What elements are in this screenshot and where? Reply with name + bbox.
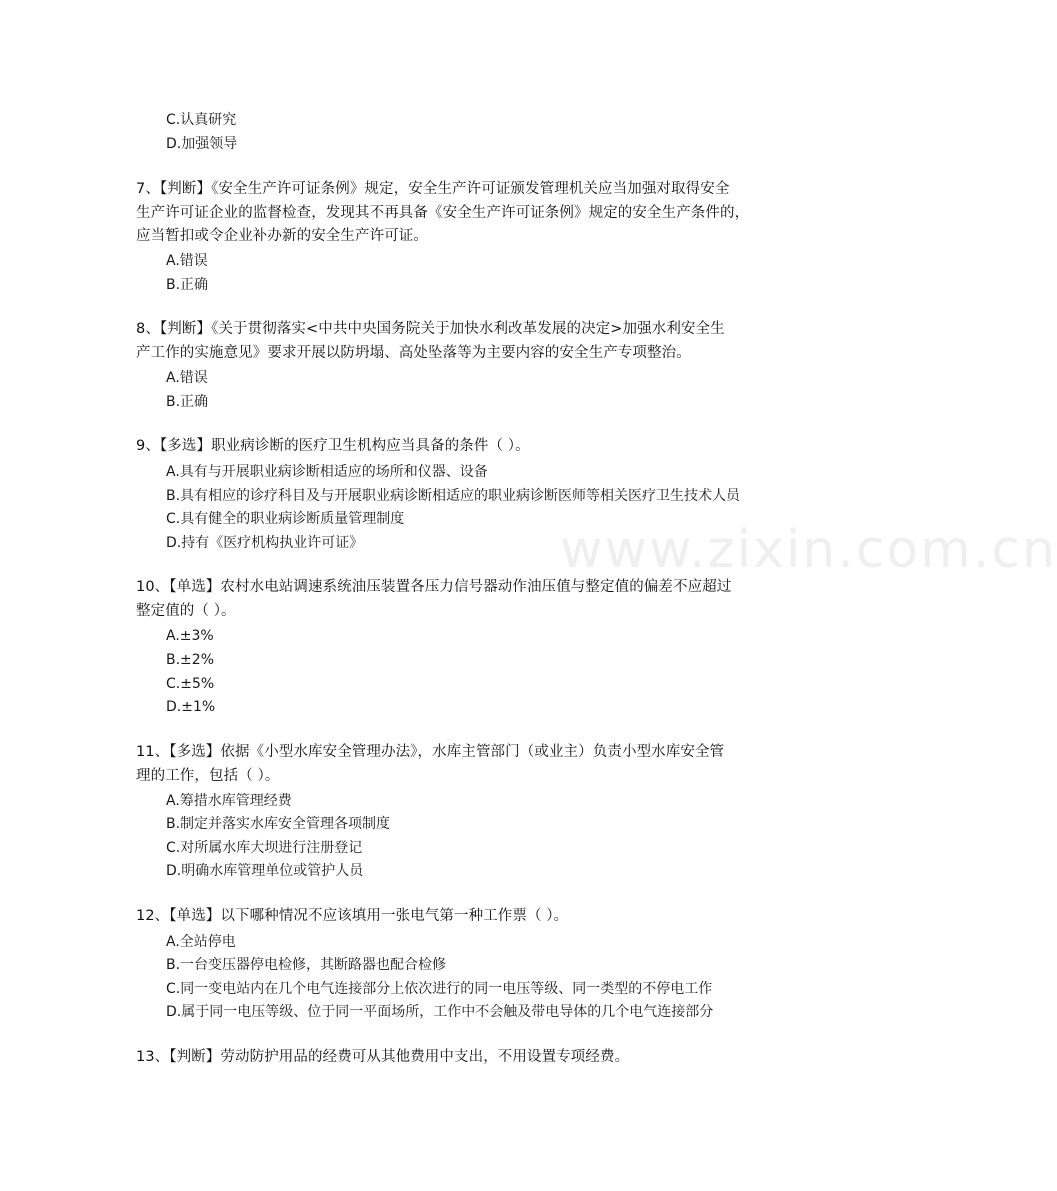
q7-line-3: 应当暂扣或令企业补办新的安全生产许可证。 — [136, 228, 428, 244]
q8-option-a: A.错误 — [166, 370, 208, 386]
q9-option-c: C.具有健全的职业病诊断质量管理制度 — [166, 511, 405, 527]
q12-option-d: D.属于同一电压等级、位于同一平面场所，工作中不会触及带电导体的几个电气连接部分 — [166, 1004, 714, 1020]
q11-question — [136, 741, 796, 788]
q8-line-1: 8、【判断】《关于贯彻落实<中共中央国务院关于加快水利改革发展的决定>加强水利安全生 — [136, 321, 725, 337]
watermark: www.zixin.com.cn — [560, 520, 1057, 580]
q10-option-b: B.±2% — [166, 652, 214, 668]
q10-line-2: 整定值的（ ）。 — [136, 602, 236, 619]
q13-line-1: 13、【判断】劳动防护用品的经费可从其他费用中支出，不用设置专项经费。 — [136, 1049, 630, 1065]
q12-line-1: 12、【单选】以下哪种情况不应该填用一张电气第一种工作票（ ）。 — [136, 908, 569, 924]
q12-question — [136, 905, 796, 929]
q10-question — [136, 576, 796, 623]
q11-option-c: C.对所属水库大坝进行注册登记 — [166, 840, 363, 856]
q8-question — [136, 318, 796, 365]
q7-line-2: 生产许可证企业的监督检查，发现其不再具备《安全生产许可证条例》规定的安全生产条件的， — [136, 204, 750, 221]
q7-option-a: A.错误 — [166, 253, 208, 269]
q11-line-2: 理的工作，包括（ ）。 — [136, 767, 280, 784]
q11-line-1: 11、【多选】依据《小型水库安全管理办法》，水库主管部门（或业主）负责小型水库安全管 — [136, 744, 725, 760]
q12-option-c: C.同一变电站内在几个电气连接部分上依次进行的同一电压等级、同一类型的不停电工作 — [166, 981, 713, 997]
q13-question — [136, 1046, 796, 1070]
q10-option-a: A.±3% — [166, 628, 214, 644]
q10-line-1: 10、【单选】农村水电站调速系统油压装置各压力信号器动作油压值与整定值的偏差不应超过 — [136, 579, 732, 595]
q9-line-1: 9、【多选】职业病诊断的医疗卫生机构应当具备的条件（ ）。 — [136, 438, 530, 454]
q7-option-b: B.正确 — [166, 277, 209, 293]
q6-option-c: C.认真研究 — [166, 112, 237, 128]
q9-question — [136, 435, 796, 459]
q9-option-b: B.具有相应的诊疗科目及与开展职业病诊断相适应的职业病诊断医师等相关医疗卫生技术人员 — [166, 488, 741, 504]
q9-option-a: A.具有与开展职业病诊断相适应的场所和仪器、设备 — [166, 464, 488, 480]
q11-option-b: B.制定并落实水库安全管理各项制度 — [166, 816, 391, 832]
q11-option-a: A.筹措水库管理经费 — [166, 793, 292, 809]
q10-option-d: D.±1% — [166, 699, 216, 715]
q7-line-1: 7、【判断】《安全生产许可证条例》规定，安全生产许可证颁发管理机关应当加强对取得安全 — [136, 181, 730, 197]
q6-option-d: D.加强领导 — [166, 136, 238, 152]
q12-option-b: B.一台变压器停电检修，其断路器也配合检修 — [166, 957, 447, 973]
q8-line-2: 产工作的实施意见》要求开展以防坍塌、高处坠落等为主要内容的安全生产专项整治。 — [136, 344, 691, 361]
q10-option-c: C.±5% — [166, 676, 215, 692]
q8-option-b: B.正确 — [166, 394, 209, 410]
q9-option-d: D.持有《医疗机构执业许可证》 — [166, 535, 364, 551]
q11-option-d: D.明确水库管理单位或管护人员 — [166, 863, 364, 879]
q12-option-a: A.全站停电 — [166, 934, 236, 950]
q7-question — [136, 178, 796, 249]
